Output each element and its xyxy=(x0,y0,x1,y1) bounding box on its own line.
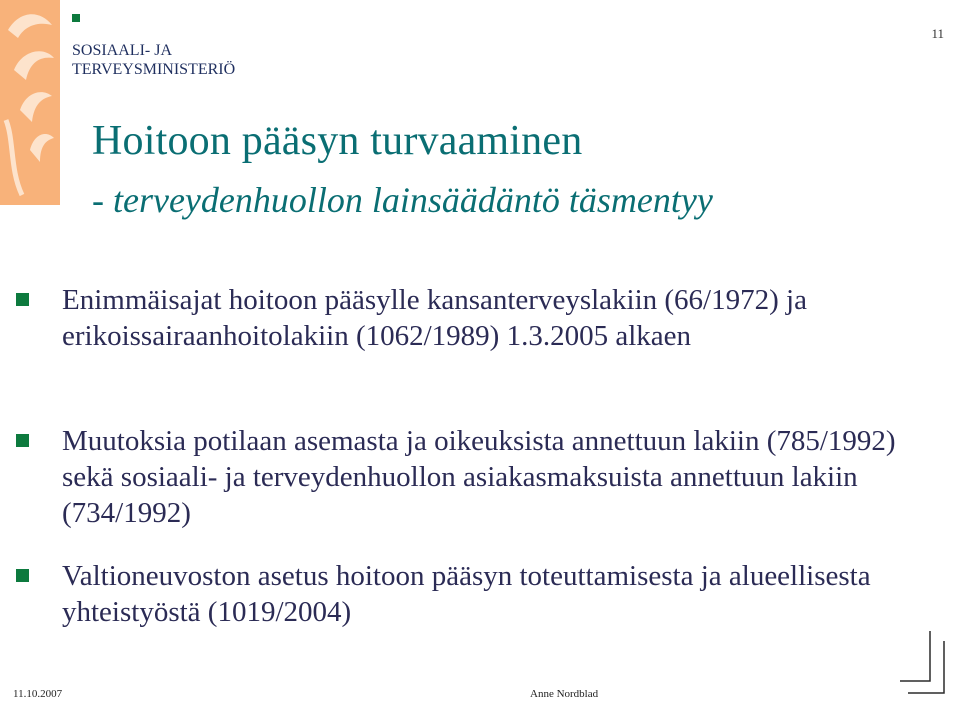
ministry-line-2: TERVEYSMINISTERIÖ xyxy=(72,61,236,78)
corner-decoration-icon xyxy=(900,631,952,695)
ministry-bullet-icon xyxy=(72,14,80,22)
ministry-name xyxy=(72,41,235,79)
ministry-line-1: SOSIAALI- JA xyxy=(72,42,172,59)
bullet-text: Enimmäisajat hoitoon pääsylle kansanterveyslakiin (66/1972) ja erikoissairaanhoitolakiin (1062/1989) 1.3.2005 alkaen xyxy=(62,284,807,352)
square-bullet-icon xyxy=(16,434,29,447)
footer-date: 11.10.2007 xyxy=(13,688,63,700)
ministry-logo-icon xyxy=(0,0,60,205)
slide-number: 11 xyxy=(931,26,944,41)
bullet-item xyxy=(62,423,932,531)
bullet-item xyxy=(62,558,932,630)
bullet-text: Valtioneuvoston asetus hoitoon pääsyn toteuttamisesta ja alueellisesta yhteistyöstä (1019/2004) xyxy=(62,560,871,628)
footer-author: Anne Nordblad xyxy=(530,688,599,700)
square-bullet-icon xyxy=(16,569,29,582)
square-bullet-icon xyxy=(16,293,29,306)
bullet-text: Muutoksia potilaan asemasta ja oikeuksista annettuun lakiin (785/1992) sekä sosiaali- ja terveydenhuollon asiakasmaksuista annettuun lakiin (734/1992) xyxy=(62,425,896,529)
bullet-item xyxy=(62,282,932,354)
slide-title: Hoitoon pääsyn turvaaminen xyxy=(92,118,583,164)
slide-subtitle: - terveydenhuollon lainsäädäntö täsmentyy xyxy=(92,180,713,220)
